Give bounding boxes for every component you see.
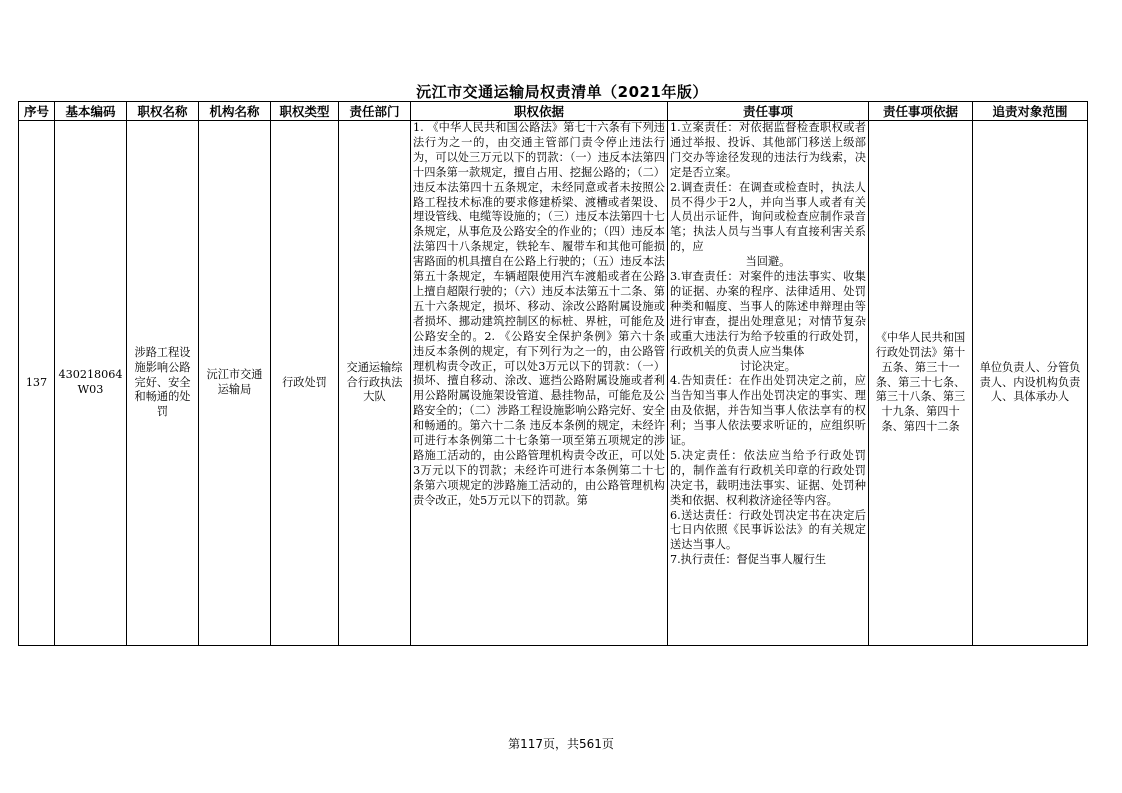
cell-power-name [127,121,199,646]
header-basis: 职权依据 [411,102,668,121]
accountability-text: 单位负责人、分管负责人、内设机构负责人、具体承办人 [979,360,1081,404]
table-row [19,121,1088,646]
cell-department [339,121,411,646]
code-text: 430218064W03 [58,368,123,396]
duty-item: 讨论决定。 [740,359,796,373]
cell-code [55,121,127,646]
basis-text: 1. 《中华人民共和国公路法》第七十六条有下列违法行为之一的，由交通主管部门责令停止违法行为，可以处三万元以下的罚款：（一）违反本法第四十四条第一款规定，擅自占用、挖掘公路的；（二）违反本法第四十五条规定，未经同意或者未按照公路工程技术标准的要求修建桥梁、渡槽或者架设、埋设管线、电缆等设施的；（三）违反本法第四十七条规定，从事危及公路安全的作业的；（四）违反本法第四十八条规定，铁轮车、履带车和其他可能损害路面的机具擅自在公路上行驶的；（五）违反本法第五十条规定，车辆超限使用汽车渡船或者在公路上擅自超限行驶的；（六）违反本法第五十二条、第五十六条规定，损坏、移动、涂改公路附属设施或者损坏、挪动建筑控制区的标桩、界桩，可能危及公路安全的。2. 《公路安全保护条例》第六十条 违反本条例的规定，有下列行为之一的，由公路管理机构责令改正，可以处3万元以下的罚款：（一）损坏、擅自移动、涂改、遮挡公路附属设施或者利用公路附属设施架设管道、悬挂物品，可能危及公路安全的；（二）涉路工程设施影响公路完好、安全和畅通的。第六十二条 违反本条例的规定，未经许可进行本条例第二十七条第一项至第五项规定的涉路施工活动的，由公路管理机构责令改正，可以处3万元以下的罚款；未经许可进行本条例第二十七条第六项规定的涉路施工活动的，由公路管理机构责令改正，处5万元以下的罚款。第 [413,121,665,507]
duty-item: 1.立案责任：对依据监督检查职权或者通过举报、投诉、其他部门移送上级部门交办等途径发现的违法行为线索，决定是否立案。 [670,121,866,179]
power-name-text: 涉路工程设施影响公路完好、安全和畅通的处罚 [134,345,191,419]
page-title: 沅江市交通运输局权责清单（2021年版） [416,83,708,101]
department-text: 交通运输综合行政执法大队 [346,360,403,404]
duty-basis-text: 《中华人民共和国行政处罚法》第十五条、第三十一条、第三十七条、第三十八条、第三十九条、第四十条、第四十二条 [875,330,966,434]
agency-text: 沅江市交通运输局 [206,368,263,396]
cell-seq: 137 [19,121,55,646]
cell-power-type: 行政处罚 [271,121,339,646]
header-accountability: 追责对象范围 [973,102,1088,121]
duties-list [670,121,866,645]
cell-duty-basis [869,121,973,646]
duty-item: 6.送达责任：行政处罚决定书在决定后七日内依照《民事诉讼法》的有关规定送达当事人。 [670,508,866,552]
duty-item: 3.审查责任：对案件的违法事实、收集的证据、办案的程序、法律适用、处罚种类和幅度、当事人的陈述申辩理由等进行审查，提出处理意见；对情节复杂或重大违法行为给予较重的行政处罚，行政机关的负责人应当集体 [670,270,866,358]
page-number: 第117页，共561页 [508,737,614,751]
duty-item: 5.决定责任：依法应当给予行政处罚的，制作盖有行政机关印章的行政处罚决定书，载明违法事实、证据、处罚种类和依据、权利救济途径等内容。 [670,448,866,507]
header-code: 基本编码 [55,102,127,121]
header-agency: 机构名称 [199,102,271,121]
header-power-name: 职权名称 [127,102,199,121]
duty-item: 2.调查责任：在调查或检查时，执法人员不得少于2人，并向当事人或者有关人员出示证件，询问或检查应制作录音笔；执法人员与当事人有直接利害关系的，应 [670,180,866,254]
cell-duties [668,121,869,646]
header-department: 责任部门 [339,102,411,121]
duty-table [18,101,1088,646]
header-duties: 责任事项 [668,102,869,121]
duty-item: 7.执行责任：督促当事人履行生 [670,553,827,567]
cell-basis [411,121,668,646]
duty-item: 当回避。 [745,255,791,269]
duty-item: 4.告知责任：在作出处罚决定之前，应当告知当事人作出处罚决定的事实、理由及依据，并告知当事人依法享有的权利；当事人依法要求听证的，应组织听证。 [670,374,866,448]
cell-agency [199,121,271,646]
header-duty-basis: 责任事项依据 [869,102,973,121]
header-power-type: 职权类型 [271,102,339,121]
header-seq: 序号 [19,102,55,121]
table-header-row [19,102,1088,121]
cell-accountability [973,121,1088,646]
